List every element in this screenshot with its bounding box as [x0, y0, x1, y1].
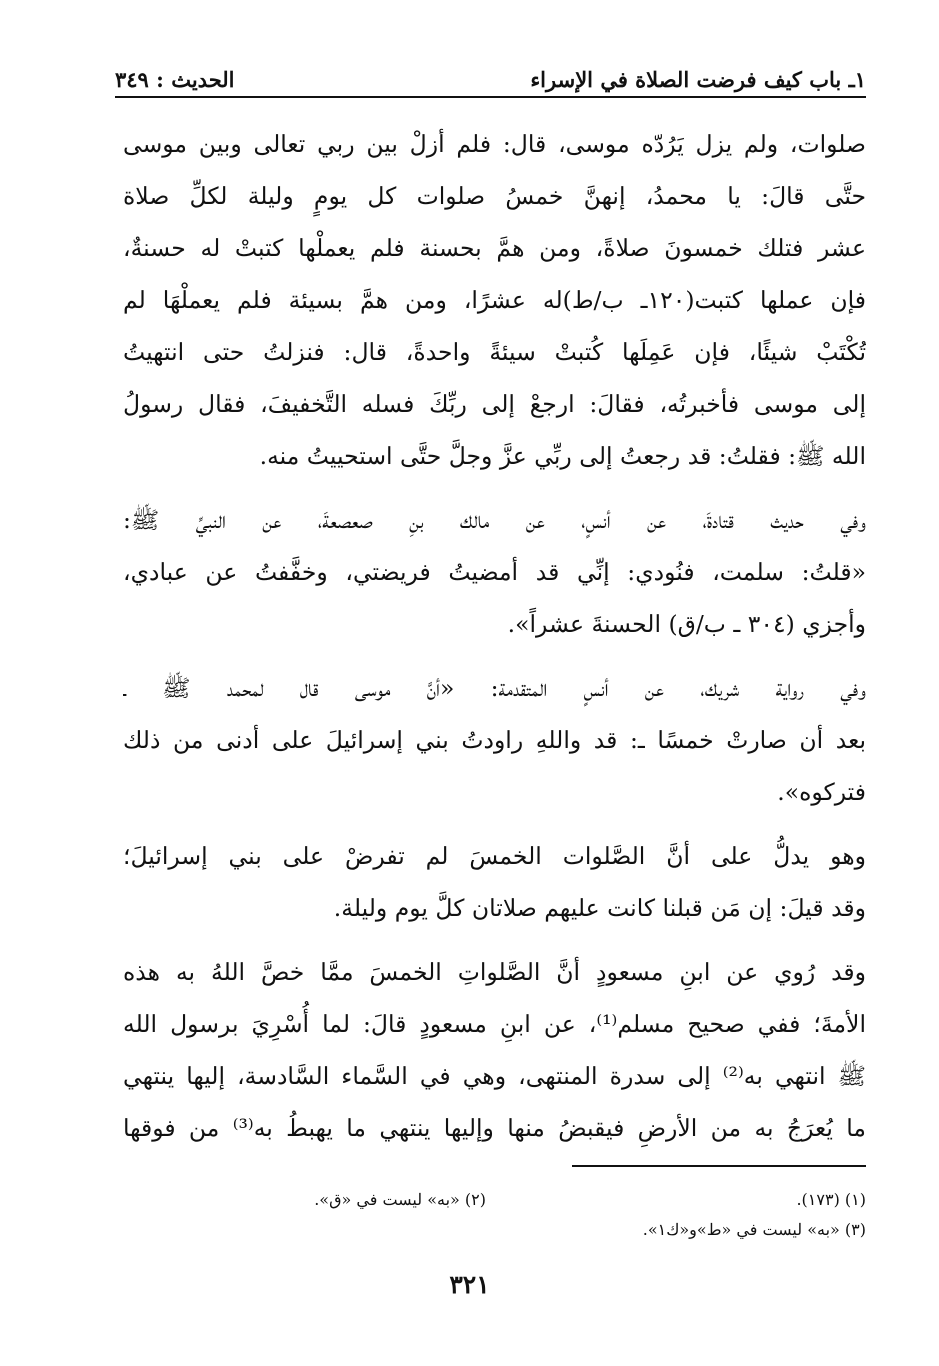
footnote-divider	[572, 1165, 866, 1167]
text-line: فتركوه».	[777, 778, 866, 806]
paragraph-1	[123, 118, 866, 482]
text-line: وفي حديث قتادةَ، عن أنسٍ، عن مالك بنِ صعصعةَ، عن النبيِّ ﷺ:	[123, 506, 866, 534]
text-line: ما يُعرَجُ به من الأرضِ فيقبضُ منها وإليها ينتهي ما يهبطُ به⁽³⁾ من فوقها	[123, 1114, 866, 1142]
text-line: وقد رُوي عن ابنِ مسعودٍ أنَّ الصَّلواتِ الخمسَ ممَّا خصَّ اللهُ به هذه	[123, 958, 866, 986]
footnotes	[123, 1165, 866, 1245]
paragraph-3	[123, 662, 866, 818]
text-line: الأمةَ؛ ففي صحيح مسلم⁽¹⁾، عن ابنِ مسعودٍ قالَ: لما أُسْرِيَ برسول الله	[123, 1010, 866, 1038]
page-number: ٣٢١	[449, 1270, 490, 1299]
text-line: «قلتُ: سلمت، فنُودي: إنِّي قد أمضيتُ فريضتي، وخفَّفتُ عن عبادي،	[123, 558, 866, 586]
text-line: حتَّى قالَ: يا محمدُ، إنهنَّ خمسُ صلوات كل يومٍ وليلة لكلِّ صلاة	[123, 182, 866, 210]
paragraph-5	[123, 946, 866, 1154]
text-line: صلوات، ولم يزل يَرُدّه موسى، قال: فلم أزلْ بين ربي تعالى وبين موسى	[123, 130, 866, 158]
text-line: الله ﷺ: فقلتُ: قد رجعتُ إلى ربِّي عزَّ وجلَّ حتَّى استحييتُ منه.	[259, 442, 866, 470]
paragraph-4	[123, 830, 866, 934]
hadith-reference: الحديث : ٣٤٩	[115, 67, 235, 92]
paragraph-2	[123, 494, 866, 650]
footnote-3: (٣) «به» ليست في «ط»و«ك١».	[642, 1220, 866, 1239]
text-line: وقد قيلَ: إن مَن قبلنا كانت عليهم صلاتان كلَّ يوم وليلة.	[333, 894, 866, 922]
text-line: فإن عملها كتبت(١٢٠ـ ب/ط)له عشرًا، ومن همَّ بسيئة فلم يعملْهَا لم	[123, 286, 866, 314]
text-line: بعد أن صارتْ خمسًا ـ: قد واللهِ راودتُ بني إسرائيلَ على أدنى من ذلك	[123, 726, 866, 754]
text-line: إلى موسى فأخبرتُه، فقالَ: ارجعْ إلى ربِّكَ فسله التَّخفيفَ، فقال رسولُ	[123, 390, 866, 418]
main-text	[123, 118, 866, 1166]
text-line: تُكْتَبْ شيئًا، فإن عَمِلَها كُتبتْ سيئةً واحدةً، قال: فنزلتُ حتى انتهيتُ	[123, 338, 866, 366]
text-line: عشر فتلك خمسونَ صلاةً، ومن همَّ بحسنة فلم يعملْها كتبتْ له حسنةٌ،	[123, 234, 866, 262]
footnote-1: (١) (١٧٣).	[796, 1190, 866, 1209]
footnote-2: (٢) «به» ليست في «ق».	[314, 1190, 486, 1209]
text-line: وهو يدلُّ على أنَّ الصَّلوات الخمسَ لم تفرضْ على بني إسرائيلَ؛	[123, 842, 866, 870]
text-line: ﷺ انتهي به⁽²⁾ إلى سدرة المنتهى، وهي في السَّماء السَّادسة، إليها ينتهي	[123, 1062, 866, 1090]
text-line: وفي رواية شريك، عن أنسٍ المتقدمة: «أنَّ موسى قال لمحمد ﷺ ـ	[123, 674, 866, 702]
text-line: وأجزي (٣٠٤ ـ ب/ق) الحسنةَ عشراً».	[507, 610, 866, 638]
running-header	[115, 58, 866, 98]
footnote-row	[123, 1185, 866, 1215]
footnote-row	[123, 1215, 866, 1245]
chapter-title: ١ـ باب كيف فرضت الصلاة في الإسراء	[530, 67, 866, 92]
